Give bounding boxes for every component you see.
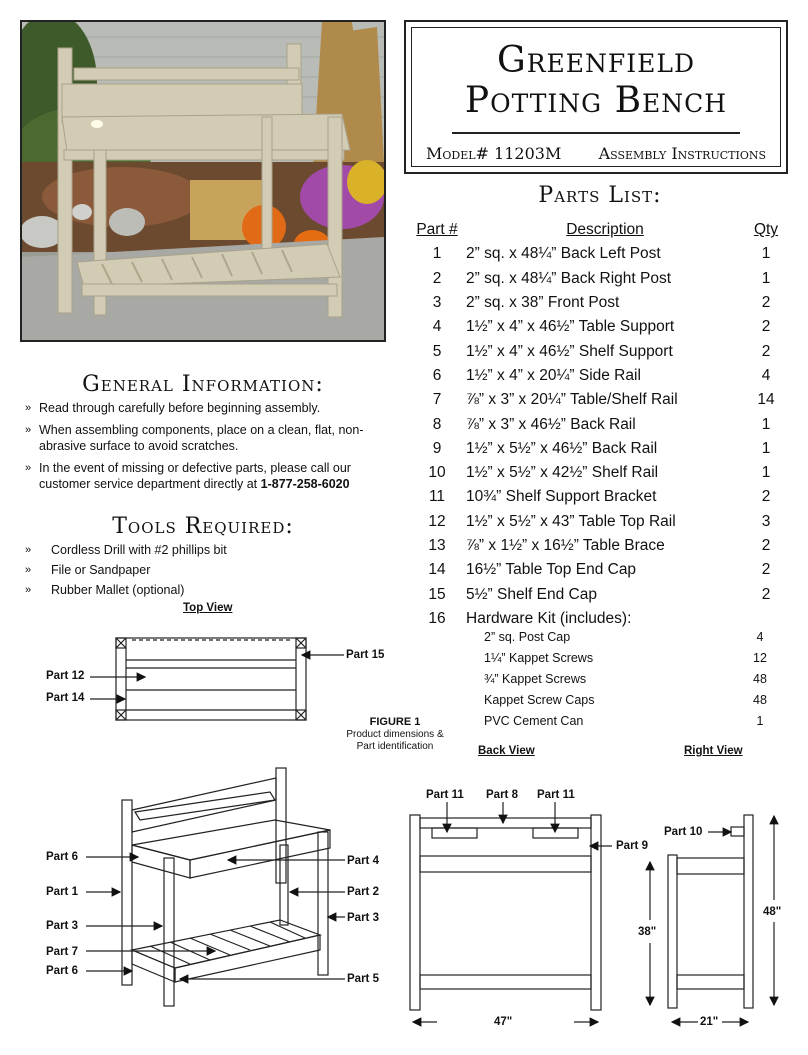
bullet-icon: » [25,564,32,576]
bullet-icon: » [25,424,32,436]
bullet-icon: » [25,462,32,474]
dim-38-inch: 38" [638,926,657,938]
part-num-cell: 14 [428,561,446,579]
part-qty-cell: 1 [761,439,771,457]
label-part-6-bottom: Part 6 [46,965,78,977]
hardware-qty-cell: 48 [753,671,767,686]
part-desc-cell: 5½” Shelf End Cap [466,585,597,603]
header-part-number: Part # [416,221,458,239]
part-num-cell: 1 [432,245,442,263]
part-desc-cell: 2” sq. x 38” Front Post [466,294,620,312]
label-part-3-right: Part 3 [347,912,379,924]
dim-48-inch: 48" [763,906,782,918]
hardware-qty-cell: 4 [756,629,764,644]
part-qty-cell: 2 [761,561,771,579]
list-item: » Rubber Mallet (optional) [25,583,185,597]
figure-caption: FIGURE 1 Product dimensions & Part identification [346,716,444,752]
part-desc-cell: 1½” x 5½” x 42½” Shelf Rail [466,464,659,482]
general-information-title: General Information: [82,372,324,397]
part-num-cell: 3 [432,294,442,312]
part-desc-cell: 1½” x 4” x 46½” Table Support [466,318,675,336]
label-part-15: Part 15 [346,649,385,661]
hardware-desc-cell: PVC Cement Can [484,714,584,729]
part-num-cell: 7 [432,391,442,409]
part-qty-cell: 14 [757,391,775,409]
part-num-cell: 4 [432,318,442,336]
dim-21-inch: 21" [700,1016,719,1028]
part-qty-cell: 2 [761,585,771,603]
part-desc-cell: Hardware Kit (includes): [466,609,632,627]
part-qty-cell: 1 [761,245,771,263]
bullet-icon: » [25,584,32,596]
back-view-label: Back View [478,745,535,757]
part-num-cell: 12 [428,512,446,530]
hardware-qty-cell: 1 [756,714,764,729]
right-view-label: Right View [684,745,743,757]
label-part-2: Part 2 [347,886,379,898]
title-line-1: Greenfield [496,40,696,81]
list-item: » File or Sandpaper [25,563,151,577]
part-num-cell: 6 [432,366,442,384]
parts-list-title: Parts List: [538,183,662,208]
part-qty-cell: 2 [761,294,771,312]
hardware-desc-cell: 2” sq. Post Cap [484,629,571,644]
part-num-cell: 9 [432,439,442,457]
hardware-desc-cell: 1¼” Kappet Screws [484,650,594,665]
part-desc-cell: ⅞” x 1½” x 16½” Table Brace [466,537,665,554]
hardware-qty-cell: 48 [753,693,767,708]
part-desc-cell: 2” sq. x 48¼” Back Right Post [466,269,672,287]
label-part-1: Part 1 [46,886,78,898]
right-view-diagram [668,815,753,1008]
header-qty: Qty [753,221,779,239]
part-num-cell: 13 [428,537,446,554]
label-part-8: Part 8 [486,789,518,801]
part-qty-cell: 1 [761,415,771,433]
part-desc-cell: 1½” x 5½” x 46½” Back Rail [466,439,658,457]
part-num-cell: 16 [428,609,446,627]
list-item: » Cordless Drill with #2 phillips bit [25,543,227,557]
label-part-12: Part 12 [46,670,85,682]
label-part-11-left: Part 11 [426,789,464,801]
part-desc-cell: 1½” x 4” x 20¼” Side Rail [466,366,641,384]
hardware-desc-cell: ¾” Kappet Screws [484,671,587,686]
phone-number: 1-877-258-6020 [260,477,350,491]
list-item: » Read through carefully before beginning assembly. [25,401,321,415]
part-num-cell: 10 [428,464,446,482]
part-desc-cell: ⅞” x 3” x 20¼” Table/Shelf Rail [466,391,678,409]
part-qty-cell: 1 [761,269,771,287]
part-num-cell: 11 [428,488,446,506]
hardware-desc-cell: Kappet Screw Caps [484,693,595,708]
back-view-diagram [410,815,601,1010]
part-desc-cell: 16½” Table Top End Cap [466,561,637,579]
perspective-view-diagram [122,768,330,1006]
bullet-icon: » [25,544,32,556]
part-qty-cell: 2 [761,488,771,506]
part-qty-cell: 2 [761,318,771,336]
part-desc-cell: ⅞” x 3” x 46½” Back Rail [466,415,636,433]
part-num-cell: 5 [432,342,442,360]
part-num-cell: 8 [432,415,442,433]
bullet-icon: » [25,402,32,414]
label-part-14: Part 14 [46,692,85,704]
label-part-6-top: Part 6 [46,851,78,863]
part-desc-cell: 10¾” Shelf Support Bracket [466,488,657,506]
label-part-5: Part 5 [347,973,379,985]
label-part-11-right: Part 11 [537,789,575,801]
part-qty-cell: 2 [761,342,771,360]
part-qty-cell: 4 [761,366,771,384]
part-qty-cell: 1 [761,464,771,482]
label-part-3-left: Part 3 [46,920,78,932]
part-num-cell: 2 [432,269,442,287]
top-view-label: Top View [183,602,233,614]
header-description: Description [566,221,644,239]
label-part-10: Part 10 [664,826,703,838]
part-qty-cell: 3 [761,512,771,530]
top-view-diagram [116,638,306,720]
part-desc-cell: 2” sq. x 48¼” Back Left Post [466,245,661,263]
tools-required-title: Tools Required: [112,514,294,539]
list-item: » In the event of missing or defective parts, please call our customer service department directly at 1-877-258-6020 [25,461,351,491]
label-part-4: Part 4 [347,855,379,867]
label-part-9: Part 9 [616,840,648,852]
title-line-2: Potting Bench [464,80,728,121]
part-qty-cell: 2 [761,537,771,554]
model-number: Model# 11203M [426,144,562,163]
hardware-qty-cell: 12 [753,650,767,665]
label-part-7: Part 7 [46,946,78,958]
part-desc-cell: 1½” x 4” x 46½” Shelf Support [466,342,673,360]
part-desc-cell: 1½” x 5½” x 43” Table Top Rail [466,512,676,530]
assembly-instructions-label: Assembly Instructions [598,144,766,163]
part-num-cell: 15 [428,585,446,603]
dim-47-inch: 47" [494,1016,513,1028]
list-item: » When assembling components, place on a clean, flat, non-abrasive surface to avoid scratches. [25,423,364,453]
